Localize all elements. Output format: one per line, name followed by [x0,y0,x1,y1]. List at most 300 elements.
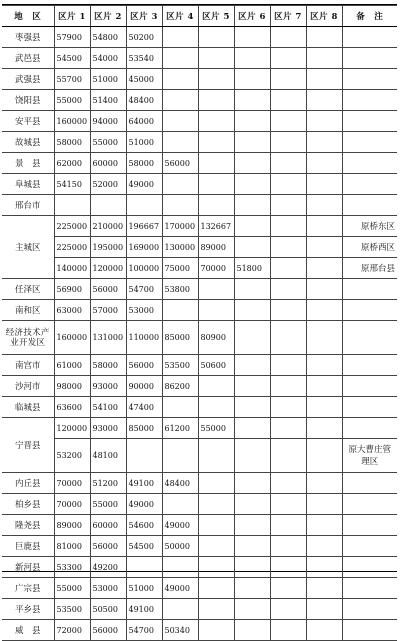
zone-6-price-cell [234,536,270,557]
zone-2-price-cell: 56000 [90,536,126,557]
zone-4-price-cell: 170000 [162,216,198,237]
table-row [2,195,397,216]
zone-2-price-cell [90,195,126,216]
zone-7-price-cell [270,620,306,641]
zone-2-price-cell: 55000 [90,494,126,515]
land-price-table-sheet [2,4,397,636]
note-cell [342,515,397,536]
zone-6-price-cell [234,620,270,641]
table-body [2,27,397,641]
table-row [2,90,397,111]
zone-7-price-cell [270,599,306,620]
table-row [2,279,397,300]
zone-4-price-cell: 50340 [162,620,198,641]
zone-5-price-cell [198,195,234,216]
zone-2-price-cell: 131000 [90,321,126,355]
zone-6-price-cell [234,216,270,237]
zone-4-price-cell: 48400 [162,473,198,494]
table-row [2,418,397,439]
zone-2-price-cell: 51000 [90,69,126,90]
zone-2-price-cell: 48100 [90,439,126,473]
zone-3-price-cell [126,195,162,216]
zone-8-price-cell [306,216,342,237]
table-row [2,578,397,599]
note-cell: 原桥西区 [342,237,397,258]
region-cell: 安平县 [2,111,54,132]
note-cell [342,111,397,132]
zone-6-price-cell [234,237,270,258]
zone-5-price-cell [198,439,234,473]
zone-2-price-cell: 60000 [90,153,126,174]
zone-5-price-cell [198,279,234,300]
table-row [2,473,397,494]
zone-3-price-cell: 53000 [126,300,162,321]
zone-3-price-cell: 49100 [126,599,162,620]
region-cell: 新河县 [2,557,54,578]
zone-5-price-cell [198,153,234,174]
region-cell: 广宗县 [2,578,54,599]
zone-5-price-cell [198,48,234,69]
zone-5-price-cell [198,620,234,641]
zone-2-price-cell: 56000 [90,620,126,641]
zone-3-price-cell: 48400 [126,90,162,111]
zone-8-price-cell [306,355,342,376]
zone-3-price-cell: 58000 [126,153,162,174]
table-row [2,397,397,418]
zone-5-price-cell [198,27,234,48]
zone-7-price-cell [270,300,306,321]
zone-8-price-cell [306,237,342,258]
zone-6-price-cell [234,132,270,153]
region-cell: 任泽区 [2,279,54,300]
zone-3-price-cell: 100000 [126,258,162,279]
note-cell: 原大曹庄管理区 [342,439,397,473]
zone-1-price-cell: 225000 [54,237,90,258]
zone-8-price-cell [306,69,342,90]
header-zone-5: 区片 5 [198,6,234,27]
zone-6-price-cell [234,397,270,418]
zone-7-price-cell [270,153,306,174]
region-cell: 宁晋县 [2,418,54,473]
zone-1-price-cell: 56900 [54,279,90,300]
zone-6-price-cell [234,473,270,494]
region-cell: 平乡县 [2,599,54,620]
table-row [2,376,397,397]
zone-3-price-cell: 196667 [126,216,162,237]
note-cell [342,494,397,515]
zone-7-price-cell [270,132,306,153]
zone-1-price-cell: 225000 [54,216,90,237]
zone-5-price-cell [198,578,234,599]
zone-3-price-cell: 85000 [126,418,162,439]
zone-8-price-cell [306,418,342,439]
note-cell [342,27,397,48]
table-row [2,216,397,237]
zone-2-price-cell: 58000 [90,355,126,376]
zone-5-price-cell [198,473,234,494]
zone-6-price-cell [234,599,270,620]
zone-5-price-cell: 70000 [198,258,234,279]
zone-7-price-cell [270,578,306,599]
zone-4-price-cell: 53500 [162,355,198,376]
zone-8-price-cell [306,439,342,473]
zone-7-price-cell [270,473,306,494]
zone-1-price-cell: 53200 [54,439,90,473]
zone-7-price-cell [270,195,306,216]
zone-7-price-cell [270,111,306,132]
zone-3-price-cell: 54700 [126,279,162,300]
note-cell [342,536,397,557]
zone-6-price-cell [234,111,270,132]
land-price-table [2,5,397,641]
zone-5-price-cell [198,174,234,195]
region-cell: 经济技术产业开发区 [2,321,54,355]
zone-5-price-cell: 132667 [198,216,234,237]
zone-4-price-cell [162,174,198,195]
region-cell: 景 县 [2,153,54,174]
region-cell: 威 县 [2,620,54,641]
header-zone-1: 区片 1 [54,6,90,27]
zone-4-price-cell [162,557,198,578]
region-cell: 枣强县 [2,27,54,48]
zone-5-price-cell [198,69,234,90]
zone-8-price-cell [306,536,342,557]
zone-6-price-cell [234,174,270,195]
note-cell [342,174,397,195]
zone-8-price-cell [306,515,342,536]
zone-2-price-cell: 55000 [90,132,126,153]
zone-3-price-cell: 54500 [126,536,162,557]
note-cell [342,578,397,599]
zone-4-price-cell: 75000 [162,258,198,279]
zone-6-price-cell [234,90,270,111]
zone-2-price-cell: 54800 [90,27,126,48]
zone-3-price-cell: 54700 [126,620,162,641]
table-row [2,237,397,258]
zone-2-price-cell: 53000 [90,578,126,599]
region-cell: 饶阳县 [2,90,54,111]
region-cell: 武邑县 [2,48,54,69]
zone-1-price-cell: 160000 [54,111,90,132]
zone-8-price-cell [306,279,342,300]
zone-2-price-cell: 60000 [90,515,126,536]
zone-3-price-cell: 49000 [126,494,162,515]
note-cell: 原邢台县 [342,258,397,279]
region-cell: 邢台市 [2,195,54,216]
zone-2-price-cell: 54100 [90,397,126,418]
note-cell [342,355,397,376]
zone-5-price-cell: 89000 [198,237,234,258]
zone-5-price-cell [198,599,234,620]
note-cell [342,69,397,90]
zone-8-price-cell [306,48,342,69]
table-header-row [2,6,397,27]
zone-8-price-cell [306,27,342,48]
zone-2-price-cell: 94000 [90,111,126,132]
zone-1-price-cell: 58000 [54,132,90,153]
zone-4-price-cell [162,90,198,111]
zone-3-price-cell: 49100 [126,473,162,494]
zone-2-price-cell: 93000 [90,418,126,439]
zone-1-price-cell: 61000 [54,355,90,376]
zone-7-price-cell [270,69,306,90]
zone-7-price-cell [270,557,306,578]
zone-3-price-cell: 56000 [126,355,162,376]
zone-4-price-cell [162,132,198,153]
zone-3-price-cell: 53540 [126,48,162,69]
note-cell [342,132,397,153]
zone-4-price-cell [162,439,198,473]
zone-2-price-cell: 195000 [90,237,126,258]
zone-5-price-cell [198,515,234,536]
table-row [2,300,397,321]
zone-8-price-cell [306,153,342,174]
zone-7-price-cell [270,418,306,439]
table-row [2,27,397,48]
table-row [2,153,397,174]
zone-8-price-cell [306,557,342,578]
zone-1-price-cell: 62000 [54,153,90,174]
zone-6-price-cell [234,300,270,321]
zone-5-price-cell [198,557,234,578]
note-cell [342,418,397,439]
note-cell [342,279,397,300]
note-cell [342,195,397,216]
zone-2-price-cell: 93000 [90,376,126,397]
zone-4-price-cell: 49000 [162,578,198,599]
note-cell [342,153,397,174]
zone-7-price-cell [270,536,306,557]
table-row [2,620,397,641]
zone-5-price-cell [198,494,234,515]
note-cell [342,620,397,641]
zone-8-price-cell [306,195,342,216]
zone-7-price-cell [270,216,306,237]
region-cell: 柏乡县 [2,494,54,515]
zone-7-price-cell [270,237,306,258]
zone-6-price-cell [234,355,270,376]
zone-3-price-cell [126,439,162,473]
note-cell [342,557,397,578]
zone-4-price-cell: 86200 [162,376,198,397]
zone-4-price-cell: 61200 [162,418,198,439]
header-zone-2: 区片 2 [90,6,126,27]
table-row [2,69,397,90]
table-row [2,174,397,195]
zone-4-price-cell [162,397,198,418]
table-row [2,111,397,132]
zone-6-price-cell [234,27,270,48]
zone-7-price-cell [270,174,306,195]
note-cell [342,300,397,321]
zone-5-price-cell [198,300,234,321]
zone-1-price-cell: 120000 [54,418,90,439]
zone-4-price-cell: 50000 [162,536,198,557]
zone-7-price-cell [270,397,306,418]
zone-8-price-cell [306,376,342,397]
zone-3-price-cell: 64000 [126,111,162,132]
header-zone-6: 区片 6 [234,6,270,27]
zone-1-price-cell: 160000 [54,321,90,355]
zone-1-price-cell: 70000 [54,494,90,515]
zone-8-price-cell [306,397,342,418]
zone-8-price-cell [306,90,342,111]
zone-1-price-cell: 53300 [54,557,90,578]
zone-7-price-cell [270,515,306,536]
zone-5-price-cell: 55000 [198,418,234,439]
region-cell: 武强县 [2,69,54,90]
zone-5-price-cell: 80900 [198,321,234,355]
zone-6-price-cell [234,557,270,578]
note-cell [342,90,397,111]
region-cell: 临城县 [2,397,54,418]
zone-7-price-cell [270,279,306,300]
zone-5-price-cell [198,397,234,418]
zone-1-price-cell: 57900 [54,27,90,48]
zone-1-price-cell: 63000 [54,300,90,321]
zone-2-price-cell: 57000 [90,300,126,321]
zone-3-price-cell: 50200 [126,27,162,48]
note-cell [342,397,397,418]
zone-6-price-cell [234,321,270,355]
zone-4-price-cell [162,48,198,69]
zone-4-price-cell [162,494,198,515]
zone-4-price-cell [162,300,198,321]
note-cell [342,321,397,355]
zone-3-price-cell: 47400 [126,397,162,418]
zone-8-price-cell [306,132,342,153]
zone-5-price-cell [198,111,234,132]
zone-2-price-cell: 120000 [90,258,126,279]
table-row [2,48,397,69]
note-cell [342,473,397,494]
zone-7-price-cell [270,27,306,48]
zone-1-price-cell: 70000 [54,473,90,494]
zone-5-price-cell [198,90,234,111]
zone-2-price-cell: 49200 [90,557,126,578]
table-row [2,439,397,473]
region-cell: 内丘县 [2,473,54,494]
zone-8-price-cell [306,578,342,599]
zone-5-price-cell: 50600 [198,355,234,376]
table-row [2,494,397,515]
table-row [2,132,397,153]
zone-1-price-cell: 54150 [54,174,90,195]
zone-3-price-cell: 49000 [126,174,162,195]
zone-7-price-cell [270,494,306,515]
zone-4-price-cell: 56000 [162,153,198,174]
zone-8-price-cell [306,494,342,515]
zone-8-price-cell [306,258,342,279]
region-cell: 巨鹿县 [2,536,54,557]
region-cell: 故城县 [2,132,54,153]
zone-4-price-cell [162,27,198,48]
zone-6-price-cell [234,279,270,300]
zone-2-price-cell: 210000 [90,216,126,237]
zone-8-price-cell [306,300,342,321]
table-row [2,599,397,620]
zone-5-price-cell [198,536,234,557]
zone-3-price-cell: 54600 [126,515,162,536]
zone-8-price-cell [306,620,342,641]
zone-1-price-cell: 55000 [54,578,90,599]
zone-4-price-cell: 130000 [162,237,198,258]
zone-6-price-cell [234,376,270,397]
zone-1-price-cell: 81000 [54,536,90,557]
zone-6-price-cell [234,153,270,174]
zone-7-price-cell [270,258,306,279]
zone-7-price-cell [270,376,306,397]
table-row [2,355,397,376]
zone-3-price-cell: 51000 [126,132,162,153]
zone-6-price-cell [234,195,270,216]
zone-8-price-cell [306,473,342,494]
zone-1-price-cell: 98000 [54,376,90,397]
table-row [2,258,397,279]
table-row [2,515,397,536]
zone-2-price-cell: 56000 [90,279,126,300]
zone-3-price-cell [126,557,162,578]
zone-1-price-cell: 53500 [54,599,90,620]
zone-4-price-cell: 85000 [162,321,198,355]
zone-1-price-cell: 63600 [54,397,90,418]
zone-6-price-cell [234,515,270,536]
zone-1-price-cell: 54500 [54,48,90,69]
zone-4-price-cell [162,111,198,132]
zone-4-price-cell [162,599,198,620]
zone-3-price-cell: 51000 [126,578,162,599]
zone-4-price-cell: 53800 [162,279,198,300]
zone-7-price-cell [270,90,306,111]
zone-7-price-cell [270,355,306,376]
note-cell: 原桥东区 [342,216,397,237]
zone-6-price-cell [234,418,270,439]
note-cell [342,48,397,69]
zone-6-price-cell [234,578,270,599]
zone-2-price-cell: 52000 [90,174,126,195]
region-cell: 沙河市 [2,376,54,397]
header-note: 备 注 [342,6,397,27]
zone-2-price-cell: 50500 [90,599,126,620]
zone-6-price-cell [234,69,270,90]
header-region: 地 区 [2,6,54,27]
zone-6-price-cell [234,48,270,69]
note-cell [342,376,397,397]
header-zone-7: 区片 7 [270,6,306,27]
zone-4-price-cell [162,195,198,216]
zone-1-price-cell: 55000 [54,90,90,111]
zone-7-price-cell [270,48,306,69]
zone-3-price-cell: 90000 [126,376,162,397]
zone-1-price-cell: 55700 [54,69,90,90]
zone-8-price-cell [306,174,342,195]
zone-6-price-cell [234,494,270,515]
zone-7-price-cell [270,439,306,473]
zone-5-price-cell [198,132,234,153]
zone-2-price-cell: 51200 [90,473,126,494]
table-row [2,557,397,578]
region-cell: 南宫市 [2,355,54,376]
zone-1-price-cell [54,195,90,216]
zone-8-price-cell [306,111,342,132]
header-zone-4: 区片 4 [162,6,198,27]
zone-2-price-cell: 54000 [90,48,126,69]
zone-4-price-cell [162,69,198,90]
zone-3-price-cell: 45000 [126,69,162,90]
header-zone-8: 区片 8 [306,6,342,27]
table-row [2,321,397,355]
region-cell: 阜城县 [2,174,54,195]
